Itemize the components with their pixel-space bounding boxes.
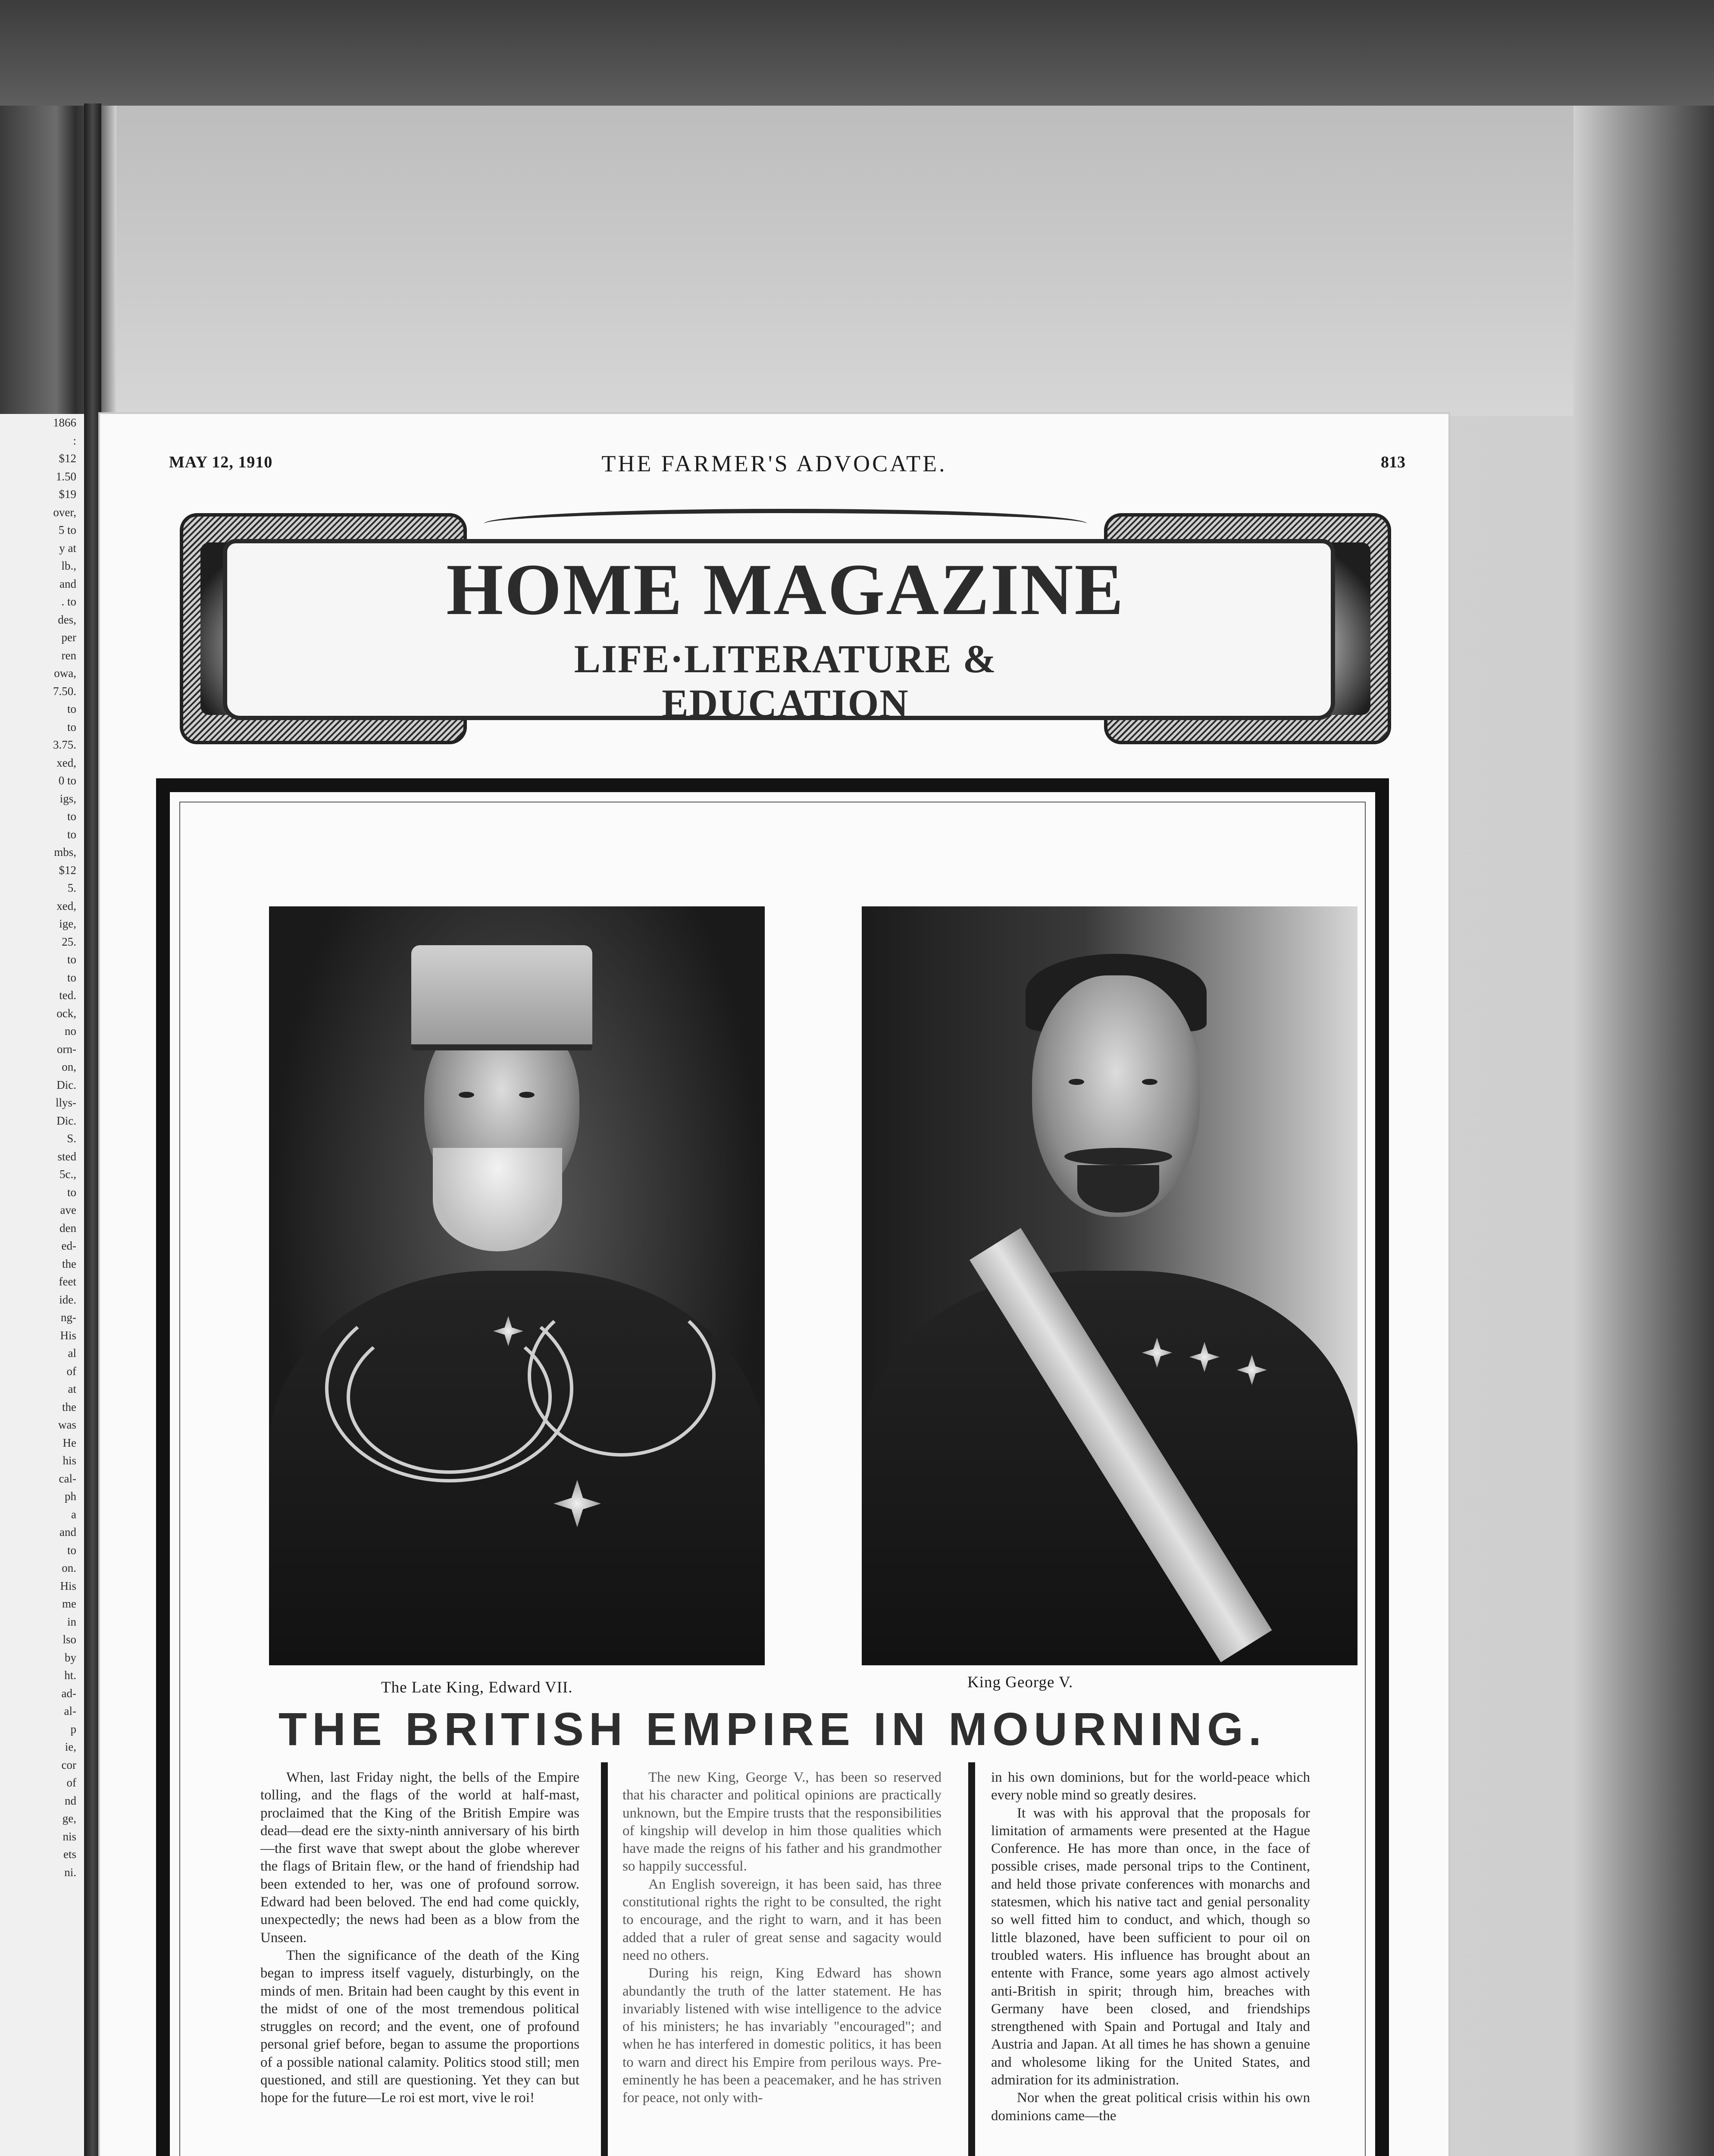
scanner-top-edge	[0, 0, 1714, 106]
left-page-fragment-line: his	[63, 1454, 76, 1467]
paragraph: During his reign, King Edward has shown abundantly the truth of the latter statement. He has invariably listened with wise intelligence to the advice of his ministers; he has invariably "encouraged"; and when he has interfered in domestic politics, it has been to warn and direct his Empire from perilous ways. Pre-eminently he has been a peacemaker, and he has striven for peace, not only with-	[622, 1965, 941, 2106]
left-page-fragment-line: lb.,	[61, 559, 76, 572]
left-page-fragment-line: $12	[59, 452, 76, 465]
left-page-fragment-line: . to	[61, 595, 76, 608]
left-page-fragment-line: nis	[63, 1830, 76, 1843]
left-page-fragment-line: of	[66, 1364, 76, 1378]
book-spine	[84, 103, 101, 2156]
home-magazine-masthead	[163, 500, 1408, 755]
beard	[433, 1148, 562, 1251]
left-page-fragment-line: orn-	[57, 1042, 76, 1056]
left-page-fragment-line: S.	[67, 1132, 76, 1145]
left-page-fragment-line: ide.	[59, 1293, 76, 1306]
left-page-fragment-line: 1.50	[56, 470, 76, 483]
left-page-fragment-line: 3.75.	[53, 738, 76, 751]
paragraph: An English sovereign, it has been said, has three constitutional rights the right to be consulted, the right to encourage, and the right to warn, and it has been added that a ruler of great sense and sagacity would need no others.	[622, 1876, 941, 1963]
masthead-subtitle-line2: EDUCATION	[662, 681, 909, 725]
left-page-fragment-line: ren	[61, 649, 76, 662]
left-page-fragment-line: ge,	[62, 1812, 76, 1825]
masthead-title: HOME MAGAZINE	[446, 549, 1125, 630]
left-page-fragment-line: 5 to	[58, 523, 76, 536]
left-page-fragment-line: on.	[62, 1561, 76, 1574]
left-page-fragment-line: per	[61, 631, 76, 644]
left-page-fragment-line: a	[71, 1507, 76, 1521]
article-column-1	[260, 1769, 579, 2107]
paragraph: The new King, George V., has been so reserved that his character and political opinions are practically unknown, but the Empire trusts that the responsibilities of kingship will develop in him those qualities which have made the reigns of his father and his grandmother so happily successful.	[622, 1770, 941, 1874]
left-page-fragment-line: 0 to	[58, 774, 76, 787]
paragraph: Nor when the great political crisis within his own dominions came—the	[991, 2090, 1310, 2124]
left-page-fragment-line: ige,	[59, 917, 76, 930]
left-page-fragment-line: al-	[64, 1705, 76, 1717]
scroll-ornament	[484, 509, 1087, 539]
column-rule	[968, 1762, 975, 2156]
left-page-fragment-line: ph	[65, 1490, 76, 1503]
article-column-2	[622, 1769, 941, 2107]
left-page-fragment-line: nd	[65, 1794, 76, 1807]
left-page-fragment-line: to	[67, 702, 76, 715]
left-page-fragment-line: p	[70, 1722, 76, 1736]
issue-date: MAY 12, 1910	[169, 453, 273, 471]
portrait-edward-vii	[269, 906, 765, 1665]
military-cap	[411, 945, 592, 1050]
left-page-fragment-line: Dic.	[56, 1078, 76, 1091]
left-page-fragment-line: on,	[62, 1060, 76, 1073]
left-page-fragment-line: :	[73, 434, 76, 447]
column-rule	[601, 1762, 608, 2156]
mourning-border-frame	[156, 778, 1389, 2156]
left-page-fragment-line: Dic.	[56, 1114, 76, 1127]
left-page-text	[0, 414, 84, 1881]
running-head	[100, 453, 1448, 479]
left-page-fragment-line: $19	[59, 488, 76, 501]
left-page-fragment-line: at	[68, 1382, 76, 1395]
left-page-fragment-line: xed,	[56, 899, 76, 912]
page-number: 813	[1381, 453, 1405, 471]
left-page-fragment-line: to	[67, 827, 76, 841]
caption-edward-vii: The Late King, Edward VII.	[381, 1679, 573, 1696]
left-page-fragment-line: 7.50.	[53, 684, 76, 698]
left-page-fragment-line: feet	[59, 1275, 76, 1288]
portrait-george-v	[862, 906, 1357, 1665]
left-page-fragment-line: me	[62, 1597, 76, 1610]
left-page-fragment-line: ng-	[61, 1311, 76, 1324]
left-page-fragment-line: of	[66, 1776, 76, 1789]
left-page-fragment-line: ted.	[59, 989, 76, 1002]
left-page-fragment-line: in	[67, 1615, 76, 1628]
left-page-fragment-line: mbs,	[54, 846, 76, 859]
masthead-subtitle-line1: LIFE·LITERATURE &	[574, 637, 997, 681]
beard	[1077, 1165, 1159, 1213]
left-page-fragment-line: no	[65, 1025, 76, 1037]
left-page-fragment-line: ets	[63, 1848, 76, 1861]
left-page-fragment-line: lso	[63, 1633, 76, 1646]
left-page-fragment-line: over,	[53, 505, 76, 519]
moustache	[1064, 1148, 1172, 1165]
left-page-fragment-line: He	[63, 1436, 76, 1449]
paragraph: When, last Friday night, the bells of the Empire tolling, and the flags of the world at half-mast, proclaimed that the King of the British Empire was dead—dead ere the sixty-ninth anniversary of his birth—the first wave that swept about the globe wherever the flags of Britain flew, or the hand of friendship had been extended to her, was one of profound sorrow. Edward had been beloved. The end had come quickly, unexpectedly; the news had been as a blow from the Unseen.	[260, 1770, 579, 1946]
left-page-fragment-line: to	[67, 720, 76, 733]
left-page-fragment-line: the	[62, 1400, 76, 1413]
paragraph: It was with his approval that the proposals for limitation of armaments were presented at the Hague Conference. He has more than once, in the face of possible crises, made personal trips to the Continent, and held those private conferences with monarchs and statesmen, which his native tact and genial personality so well fitted him to conduct, and which, though so little blazoned, have been sufficient to pour oil on troubled waters. His influence has brought about an entente with France, some years ago almost actively anti-British in spirit; through him, breaches with Germany have been closed, and friendships strengthened with Spain and Portugal and Italy and Austria and Japan. At all times he has shown a genuine and wholesome liking for the United States, and admiration for its administration.	[991, 1805, 1310, 2088]
left-page-fragment-line: owa,	[54, 667, 76, 680]
paragraph: in his own dominions, but for the world-peace which every noble mind so greatly desires.	[991, 1770, 1310, 1803]
left-page-fragment-line: 5c.,	[59, 1168, 76, 1181]
left-page-fragment-line: igs,	[59, 792, 76, 805]
scanner-gray-margin	[116, 106, 1573, 416]
left-page-fragment-line: ht.	[64, 1669, 76, 1682]
publication-title: THE FARMER'S ADVOCATE.	[601, 451, 947, 476]
left-page-fragment-line: the	[62, 1257, 76, 1270]
left-page-fragment-line: to	[67, 953, 76, 966]
left-page-fragment-line: His	[60, 1579, 76, 1592]
left-page-fragment-line: to	[67, 810, 76, 823]
left-page-fragment-line: 1866	[53, 416, 76, 429]
article-headline: THE BRITISH EMPIRE IN MOURNING.	[278, 1703, 1267, 1755]
left-page-fragment-line: ad-	[61, 1686, 76, 1700]
left-page-fragment-line: was	[58, 1418, 76, 1431]
left-page-fragment-line: ock,	[56, 1006, 76, 1020]
left-page-fragment-line: xed,	[56, 756, 76, 769]
left-page-fragment-line: and	[59, 1526, 76, 1539]
left-page-fragment-line: des,	[58, 613, 76, 626]
left-page-fragment-line: ed-	[61, 1239, 76, 1252]
left-page-fragment-line: and	[59, 577, 76, 590]
left-page-fragment-line: den	[59, 1221, 76, 1235]
left-page-fragment-line: cal-	[59, 1472, 76, 1485]
left-page-fragment	[0, 414, 87, 2156]
left-page-fragment-line: 25.	[62, 935, 76, 948]
left-page-fragment-line: to	[67, 1185, 76, 1199]
left-page-fragment-line: His	[60, 1329, 76, 1342]
left-page-fragment-line: y at	[59, 541, 76, 555]
left-page-fragment-line: by	[65, 1651, 76, 1664]
left-page-fragment-line: cor	[61, 1758, 76, 1771]
left-page-fragment-line: sted	[57, 1150, 76, 1163]
left-page-fragment-line: ave	[60, 1203, 76, 1216]
article-column-3	[991, 1769, 1310, 2125]
left-page-fragment-line: ni.	[64, 1865, 76, 1879]
left-page-fragment-line: to	[67, 971, 76, 984]
paragraph: Then the significance of the death of the King began to impress itself vaguely, disturbingly, on the minds of men. Britain had been caught by this event in the midst of one of the most tremendous political struggles on record; and the event, one of profound personal grief before, began to assume the proportions of a possible national calamity. Politics stood still; men questioned, and still are questioning. Yet they can but hope for the future—Le roi est mort, vive le roi!	[260, 1947, 579, 2106]
left-page-fragment-line: llys-	[55, 1096, 76, 1109]
magazine-page	[100, 414, 1448, 2156]
left-page-fragment-line: to	[67, 1543, 76, 1557]
left-page-fragment-line: 5.	[67, 881, 76, 894]
left-page-fragment-line: ie,	[65, 1740, 76, 1753]
left-page-fragment-line: $12	[59, 863, 76, 877]
left-page-fragment-line: al	[68, 1347, 76, 1360]
caption-george-v: King George V.	[967, 1673, 1073, 1691]
